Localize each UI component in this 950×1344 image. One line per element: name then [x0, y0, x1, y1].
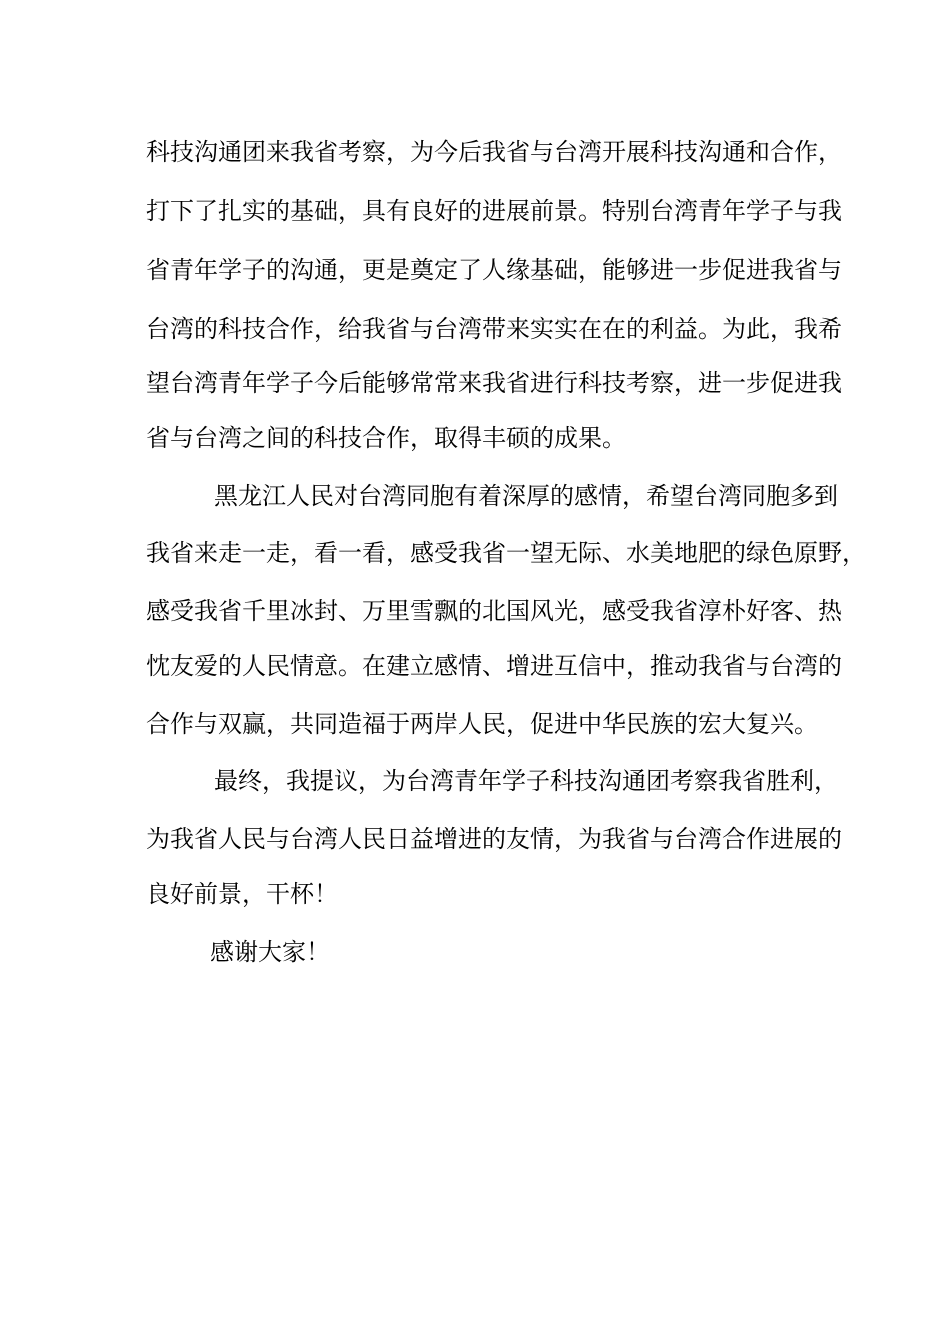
text-line: 打下了扎实的基础，具有良好的进展前景。特别台湾青年学子与我 [146, 197, 842, 225]
paragraph-start-line: 最终，我提议，为台湾青年学子科技沟通团考察我省胜利， [214, 767, 838, 795]
text-line: 我省来走一走，看一看，感受我省一望无际、水美地肥的绿色原野， [146, 539, 866, 567]
text-line: 科技沟通团来我省考察，为今后我省与台湾开展科技沟通和合作， [146, 138, 842, 166]
text-line: 合作与双赢，共同造福于两岸人民，促进中华民族的宏大复兴。 [146, 710, 818, 738]
closing-line: 感谢大家！ [210, 938, 330, 966]
text-line: 忱友爱的人民情意。在建立感情、增进互信中，推动我省与台湾的 [146, 652, 842, 680]
text-line: 省青年学子的沟通，更是奠定了人缘基础，能够进一步促进我省与 [146, 256, 842, 284]
text-line: 感受我省千里冰封、万里雪飘的北国风光，感受我省淳朴好客、热 [146, 597, 842, 625]
text-line: 省与台湾之间的科技合作，取得丰硕的成果。 [146, 424, 626, 452]
text-line: 良好前景，干杯！ [146, 880, 338, 908]
paragraph-start-line: 黑龙江人民对台湾同胞有着深厚的感情，希望台湾同胞多到 [214, 482, 838, 510]
text-line: 为我省人民与台湾人民日益增进的友情，为我省与台湾合作进展的 [146, 825, 842, 853]
text-line: 台湾的科技合作，给我省与台湾带来实实在在的利益。为此，我希 [146, 315, 842, 343]
text-line: 望台湾青年学子今后能够常常来我省进行科技考察，进一步促进我 [146, 369, 842, 397]
